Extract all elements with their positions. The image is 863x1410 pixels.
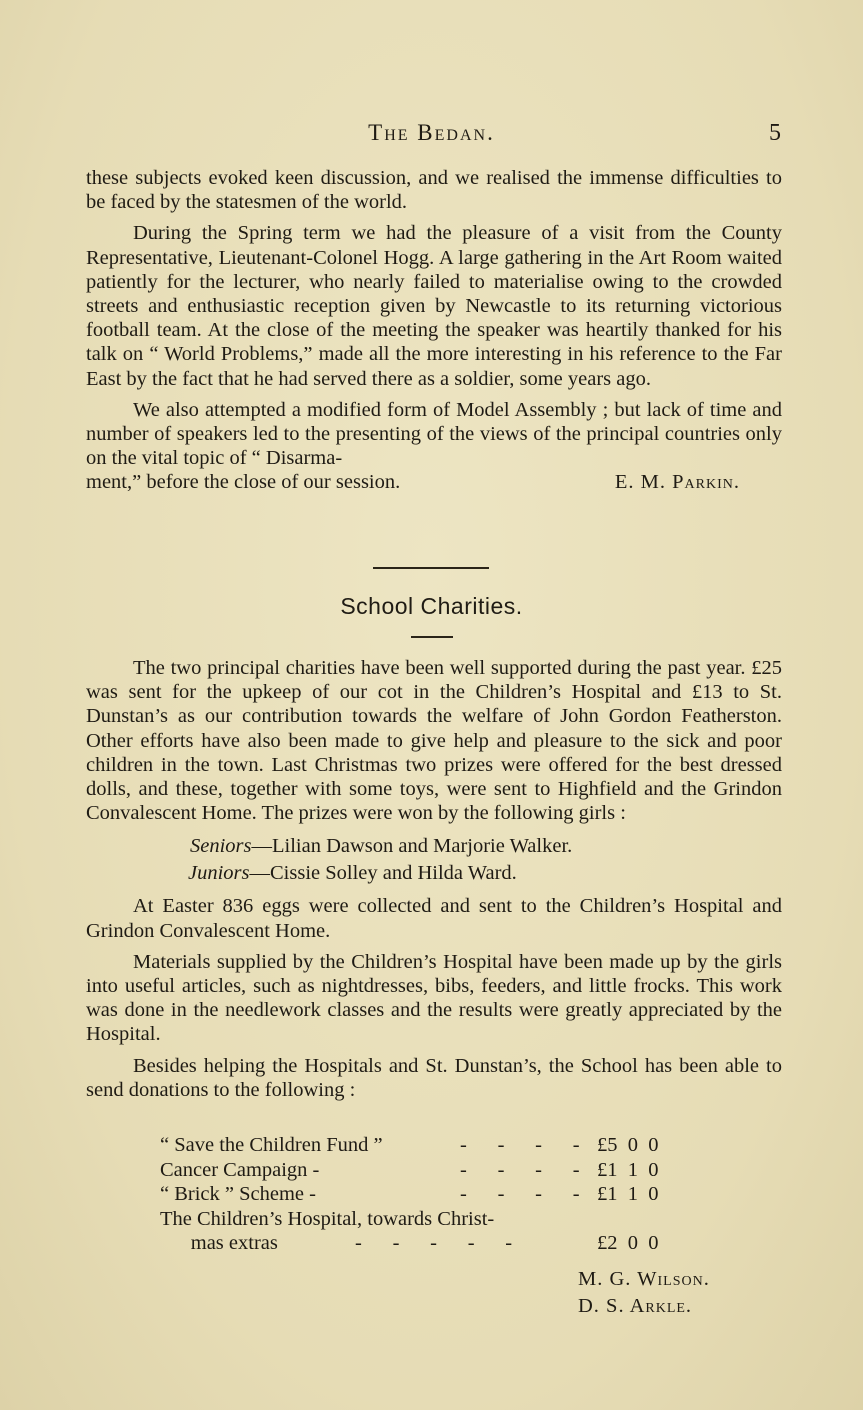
paragraph-end: ment,” before the close of our session. <box>86 471 401 494</box>
donation-row <box>160 1182 720 1207</box>
paragraph: During the Spring term we had the pleasure of a visit from the County Representative, Lieutenant-Colonel Hogg. A large gathering in the Art Room waited patiently for the lecturer, who nearly failed to materialise owing to the crowded streets and enthusiastic reception given by Newcastle to its returning victorious football team. At the close of the meeting the speaker was heartily thanked for his talk on “ World Problems,” made all the more interesting in his reference to the Far East by the fact that he had served there as a soldier, some years ago. <box>86 222 782 390</box>
paragraph: Besides helping the Hospitals and St. Dunstan’s, the School has been able to send donations to the following : <box>86 1054 782 1101</box>
donation-label: Cancer Campaign - <box>160 1158 320 1181</box>
winner-line <box>188 860 782 887</box>
title-underline <box>411 636 453 638</box>
donation-leader: - - - - <box>460 1158 580 1181</box>
winner-line <box>190 833 782 860</box>
donation-row <box>160 1158 720 1183</box>
closing-line <box>86 470 782 494</box>
signatures <box>578 1266 710 1320</box>
donation-leader: - - - - <box>460 1183 580 1205</box>
author-signature: E. M. Parkin. <box>614 471 740 494</box>
donation-leader: - - - - - <box>355 1232 513 1254</box>
signature: M. G. Wilson. <box>578 1268 710 1290</box>
signature: D. S. Arkle. <box>578 1295 693 1317</box>
winner-names: —Cissie Solley and Hilda Ward. <box>249 862 517 885</box>
donation-amount: £1 1 0 <box>597 1158 659 1181</box>
section-title: School Charities. <box>340 593 523 619</box>
paragraph: The two principal charities have been well supported during the past year. £25 was sent for the upkeep of our cot in the Children’s Hospital and £13 to St. Dunstan’s as our contribution towards the welfare of John Gordon Featherston. Other efforts have also been made to give help and pleasure to the sick and poor children in the town. Last Christmas two prizes were offered for the best dressed dolls, and these, together with some toys, were sent to Highfield and the Grindon Convalescent Home. The prizes were won by the following girls : <box>86 657 782 825</box>
donation-leader: - - - - <box>460 1134 580 1156</box>
section-divider <box>373 567 489 569</box>
donations-list <box>160 1133 720 1256</box>
winner-group: Juniors <box>188 862 250 885</box>
donation-label: “ Save the Children Fund ” <box>160 1134 383 1156</box>
donation-row <box>160 1231 720 1256</box>
running-head <box>0 120 863 154</box>
donation-label: The Children’s Hospital, towards Christ- <box>160 1207 495 1230</box>
paragraph: We also attempted a modified form of Model Assembly ; but lack of time and number of speakers led to the presenting of the views of the principal countries only on the vital topic of “ Disarma- <box>86 398 782 470</box>
donation-amount: £2 0 0 <box>597 1232 659 1254</box>
donation-row <box>160 1133 720 1158</box>
donation-label: “ Brick ” Scheme - <box>160 1183 316 1205</box>
prize-winners <box>190 833 782 887</box>
donation-label: mas extras <box>160 1232 278 1254</box>
page-number: 5 <box>769 120 781 146</box>
winner-names: —Lilian Dawson and Marjorie Walker. <box>251 835 573 858</box>
paragraph: these subjects evoked keen discussion, and we realised the immense difficulties to be faced by the statesmen of the world. <box>86 167 782 214</box>
donation-row <box>160 1207 720 1232</box>
paragraph: At Easter 836 eggs were collected and sent to the Children’s Hospital and Grindon Convalescent Home. <box>86 895 782 942</box>
paragraph: Materials supplied by the Children’s Hospital have been made up by the girls into useful articles, such as nightdresses, bibs, feeders, and little frocks. This work was done in the needlework classes and the results were greatly appreciated by the Hospital. <box>86 950 782 1046</box>
donation-amount: £1 1 0 <box>597 1183 659 1205</box>
winner-group: Seniors <box>190 835 252 858</box>
journal-title: The Bedan. <box>368 120 495 145</box>
debate-article <box>86 166 782 495</box>
charities-article <box>86 656 782 1102</box>
donation-amount: £5 0 0 <box>597 1134 659 1156</box>
